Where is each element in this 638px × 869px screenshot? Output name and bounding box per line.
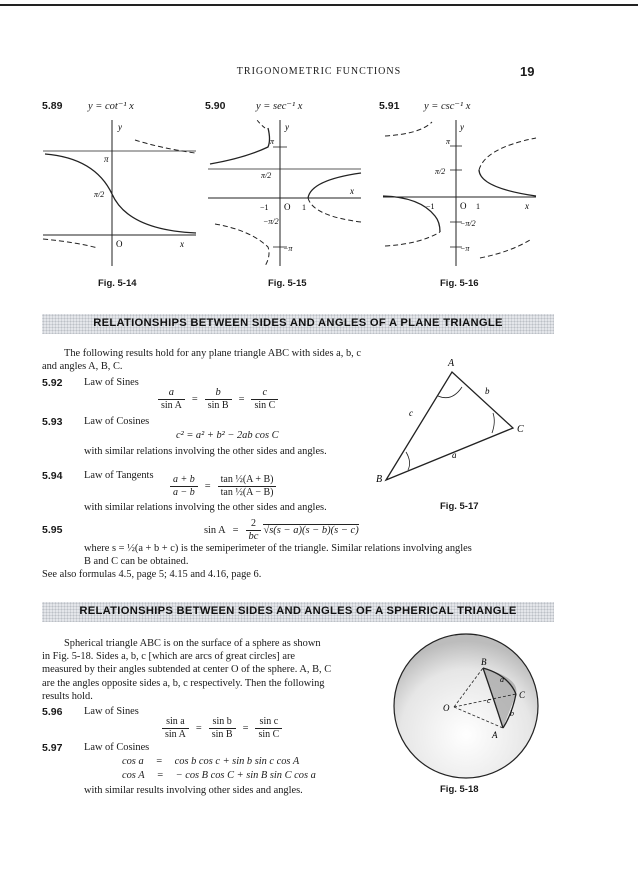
label-pi: π [270,137,275,146]
frac-two: 2 [246,518,262,531]
cos-A-lhs: cos A [122,770,145,781]
curve-left-branch [210,128,270,164]
frac-c-num: c [251,387,278,400]
spherical-cosine-line-1 [122,756,299,767]
label-y: y [118,122,122,132]
spherical-law-of-sines-label: Law of Sines [84,706,139,717]
side-b: b [510,709,514,718]
law-of-cosines-note: with similar relations involving the other sides and angles. [84,446,327,457]
vertex-a: A [448,358,455,369]
curve-dashed-lower [43,239,98,248]
eq-sign: = [155,756,163,767]
spherical-law-of-sines-formula [162,716,282,741]
tangent-rhs-num: tan ½(A + B) [218,474,277,487]
label-neg-pi: −π [460,244,470,253]
top-rule [0,4,638,6]
formula-number-5-90: 5.90 [205,100,226,112]
spherical-intro-line-3: measured by their angles subtended at center O of the sphere. A, B, C [42,664,332,676]
figure-caption-5-15: Fig. 5-15 [268,278,307,289]
law-of-cosines-formula: c² = a² + b² − 2ab cos C [176,430,279,441]
side-c: c [487,696,491,705]
sph-frac-b-den: sin B [211,729,233,740]
vertex-c: C [517,424,524,435]
label-neg-half-pi: −π/2 [460,219,476,228]
graph-equation-sec: y = sec⁻¹ x [256,101,303,112]
semiperimeter-formula [204,518,359,543]
label-y: y [460,122,464,132]
vertex-a: A [492,730,498,740]
spherical-intro-line-4: are the angles opposite sides a, b, c respectively. Then the following [42,677,325,689]
label-one: 1 [302,203,306,212]
label-origin: O [460,201,467,211]
figure-caption-5-18: Fig. 5-18 [440,784,479,795]
plane-intro: The following results hold for any plane triangle ABC with sides a, b, c and angles A, B, C. [42,348,361,373]
label-pi: π [104,154,109,164]
graph-arcsec [205,118,365,268]
running-head: TRIGONOMETRIC FUNCTIONS [236,66,402,77]
frac-b-num: b [205,387,232,400]
see-also-note: See also formulas 4.5, page 5; 4.15 and 4.16, page 6. [42,569,262,580]
sph-frac-a-den: sin A [165,729,186,740]
label-half-pi: π/2 [261,171,272,180]
formula-number-5-92: 5.92 [42,377,63,389]
frac-a-den: sin A [161,400,182,411]
formula-number-5-89: 5.89 [42,100,63,112]
formula-number-5-95: 5.95 [42,524,63,536]
vertex-b: B [376,474,383,485]
curve-dashed-right [308,198,361,222]
center-o: O [443,703,450,713]
side-b: b [485,386,490,396]
law-of-tangents-formula [170,474,276,499]
page-number: 19 [520,64,535,79]
label-minus-one: −1 [426,202,435,211]
law-of-tangents-label: Law of Tangents [84,470,154,481]
section-banner-spherical [42,602,554,622]
sph-frac-c-num: sin c [255,716,282,729]
law-of-cosines-label: Law of Cosines [84,416,150,427]
tangent-lhs-den: a − b [173,487,195,498]
figure-caption-5-14: Fig. 5-14 [98,278,137,289]
formula-number-5-91: 5.91 [379,100,400,112]
eq-sign: = [238,393,245,405]
frac-a-num: a [158,387,185,400]
curve-dashed-right-top [479,138,536,170]
figure-plane-triangle [368,350,548,500]
cos-A-rhs: − cos B cos C + sin B sin C cos a [175,770,316,781]
label-neg-half-pi: −π/2 [263,217,279,226]
tangent-rhs-den: tan ½(A − B) [220,487,274,498]
law-of-sines-formula [158,387,278,412]
angle-c-arc [492,413,494,433]
eq-sign: = [232,524,239,536]
curve-dashed-top [257,120,265,128]
graph-arccot [40,118,200,268]
curve-principal [45,154,196,233]
vertex-c: C [519,690,526,700]
curve-dashed-left [215,224,269,266]
label-neg-pi: −π [283,244,293,253]
semiperimeter-note-2: B and C can be obtained. [84,556,189,567]
law-of-sines-label: Law of Sines [84,377,139,388]
eq-sign: = [204,480,211,492]
sphere [394,634,538,778]
formula-number-5-93: 5.93 [42,416,63,428]
graph-equation-cot: y = cot⁻¹ x [88,101,134,112]
sph-frac-b-num: sin b [209,716,236,729]
label-origin: O [116,239,123,249]
eq-sign: = [191,393,198,405]
semiperimeter-note-1: where s = ½(a + b + c) is the semiperimeter of the triangle. Similar relations involving angles [84,543,472,554]
curve-dashed-right-bottom [480,240,530,258]
figure-caption-5-16: Fig. 5-16 [440,278,479,289]
figure-spherical-triangle [388,630,548,782]
sin-a-lhs: sin A [204,524,226,536]
label-y: y [285,122,289,132]
formula-number-5-94: 5.94 [42,470,63,482]
eq-sign: = [242,722,249,734]
law-of-tangents-note: with similar relations involving the other sides and angles. [84,502,327,513]
formula-number-5-96: 5.96 [42,706,63,718]
side-a: a [500,675,504,684]
label-pi: π [446,137,451,146]
cos-a-rhs: cos b cos c + sin b sin c cos A [174,756,300,767]
eq-sign: = [195,722,202,734]
label-x: x [180,239,184,249]
spherical-cosine-note: with similar results involving other sides and angles. [84,785,303,796]
figure-caption-5-17: Fig. 5-17 [440,501,479,512]
spherical-intro-line-2: in Fig. 5-18. Sides a, b, c [which are arcs of great circles] are [42,651,296,663]
spherical-intro [42,637,372,703]
vertex-b: B [481,657,487,667]
section-title-plane: RELATIONSHIPS BETWEEN SIDES AND ANGLES OF A PLANE TRIANGLE [93,317,503,329]
label-minus-one: −1 [260,203,269,212]
tangent-lhs-num: a + b [170,474,198,487]
side-c: c [409,408,413,418]
sph-frac-c-den: sin C [258,729,280,740]
spherical-intro-line-5: results hold. [42,690,93,702]
curve-dashed-left-top [385,122,432,136]
section-title-spherical: RELATIONSHIPS BETWEEN SIDES AND ANGLES OF A SPHERICAL TRIANGLE [79,605,517,617]
label-one: 1 [476,202,480,211]
label-origin: O [284,202,291,212]
formula-number-5-97: 5.97 [42,742,63,754]
spherical-intro-line-1: Spherical triangle ABC is on the surface of a sphere as shown [64,638,321,649]
graph-equation-csc: y = csc⁻¹ x [424,101,471,112]
frac-bc: bc [248,531,259,542]
spherical-law-of-cosines-label: Law of Cosines [84,742,150,753]
section-banner-plane [42,314,554,334]
label-half-pi: π/2 [435,167,446,176]
graph-arccsc [380,118,540,268]
side-a: a [452,450,457,460]
eq-sign: = [156,770,164,781]
frac-b-den: sin B [207,400,229,411]
sqrt-expression: √s(s − a)(s − b)(s − c) [263,524,359,536]
curve-right-branch [479,170,536,196]
curve-dashed-left-bottom [385,232,440,246]
label-x: x [350,186,354,196]
frac-c-den: sin C [254,400,276,411]
sph-frac-a-num: sin a [162,716,189,729]
angle-b-arc [406,452,410,470]
label-half-pi: π/2 [94,190,105,199]
spherical-cosine-line-2 [122,770,316,781]
cos-a-lhs: cos a [122,756,144,767]
label-x: x [525,201,529,211]
